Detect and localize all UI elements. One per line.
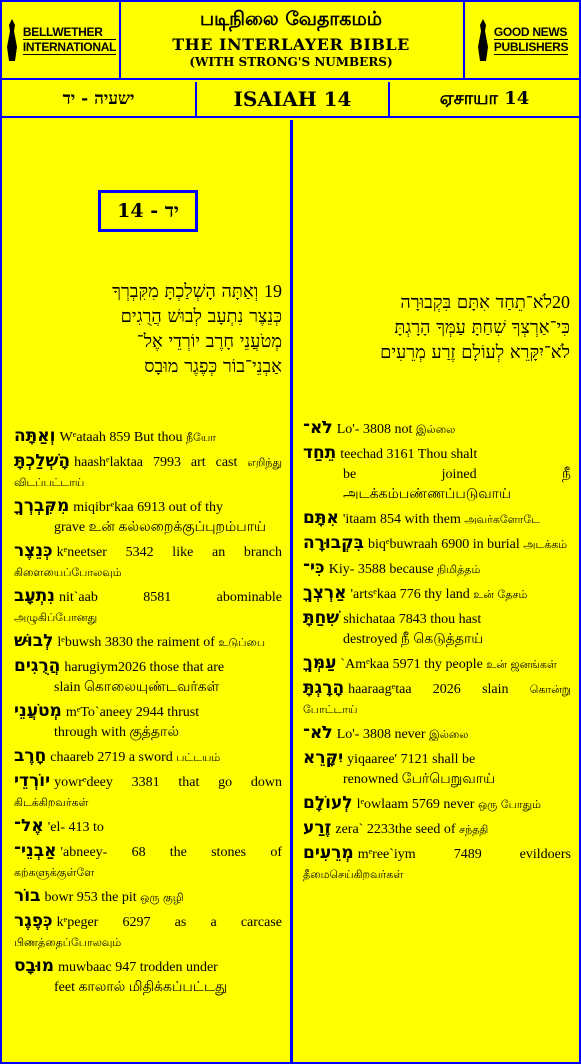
bellwether-logo-line2: INTERNATIONAL: [22, 40, 117, 54]
hebrew-word: וְאַתָּה: [14, 426, 56, 446]
tamil-gloss: பட்டயம்: [176, 751, 221, 764]
hebrew-word: תֵחַד: [303, 443, 337, 463]
gloss-continuation: feet காலால் மிதிக்கப்பட்டது: [54, 980, 228, 995]
hebrew-word: הָרָגְתָּ: [303, 678, 345, 698]
transliteration-gloss: miqibrᵉkaa 6913 out of thy: [73, 500, 224, 515]
hebrew-word: בוֹר: [14, 886, 41, 906]
transliteration-gloss: kᵉneetser 5342 like an branch: [56, 545, 282, 560]
tamil-gloss: அழுகிப்போனது: [14, 611, 98, 624]
word-entry: [14, 771, 282, 813]
word-entry: [303, 443, 571, 505]
gloss-continuation: be joined நீ அடக்கம்பண்ணப்படுவாய்: [343, 467, 571, 502]
transliteration-gloss: zera` 2233the seed of: [335, 822, 456, 837]
hebrew-word: מִקִּבְרְךָ: [14, 496, 70, 516]
good-news-figure-icon: [476, 17, 490, 63]
transliteration-gloss: bowr 953 the pit: [44, 890, 137, 905]
word-entry: [303, 678, 571, 720]
tamil-gloss: கற்களுக்குள்ளே: [14, 866, 95, 879]
verse-line: מְטֹעֲנֵי חָרֶב יוֹרְדֵי אֶל־: [136, 331, 282, 352]
verse-line: 19 וְאַתָּה הָשְׁלַכְתָּ מִקִּבְרְךָ: [112, 281, 282, 302]
gloss-continuation: destroyed நீ கெடுத்தாய்: [343, 632, 484, 647]
word-entry: [14, 956, 282, 998]
word-entry: [14, 841, 282, 883]
transliteration-gloss: muwbaac 947 trodden under: [58, 960, 218, 975]
hebrew-word: מְרֵעִים: [303, 843, 354, 863]
tamil-gloss: கொன்று போட்டாய்: [303, 683, 571, 716]
word-entry: [14, 886, 282, 908]
tamil-gloss: சந்ததி: [458, 823, 489, 836]
word-entry: [14, 816, 282, 838]
hebrew-word: כְּפֶגֶר: [14, 911, 53, 931]
tamil-gloss: இல்லை: [415, 423, 456, 436]
verse-line: 20לֹא־תֵחַד אִתָּם בִּקְבוּרָה: [400, 292, 570, 313]
transliteration-gloss: lᵉowlaam 5769 never: [356, 797, 475, 812]
bellwether-logo-line1: BELLWETHER: [23, 25, 116, 40]
tamil-gloss: உன் ஜனங்கள்: [486, 658, 557, 671]
word-entry: [14, 656, 282, 698]
transliteration-gloss: Wᵉataah 859 But thou: [59, 430, 183, 445]
transliteration-gloss: `Amᵉkaa 5971 thy people: [340, 657, 483, 672]
hebrew-word: יוֹרְדֵי: [14, 771, 51, 791]
word-entry: [303, 533, 571, 555]
transliteration-gloss: kᵉpeger 6297 as a carcase: [56, 915, 282, 930]
tamil-gloss: இல்லை: [429, 728, 469, 741]
gloss-continuation: through with குத்தால்: [54, 725, 179, 740]
gloss-continuation: grave உன் கல்லறைக்குப்புறம்பாய்: [54, 520, 267, 535]
transliteration-gloss: teechad 3161 Thou shalt: [340, 447, 478, 462]
word-entry: [303, 508, 571, 530]
hebrew-word: בִּקְבוּרָה: [303, 533, 365, 553]
word-entry: [303, 558, 571, 580]
hebrew-word: מְטֹעֲנֵי: [14, 701, 62, 721]
transliteration-gloss: yowrᵉdeey 3381 that go down: [54, 775, 282, 790]
tamil-gloss: ஒரு போதும்: [477, 798, 542, 811]
tamil-gloss: ஒரு குழி: [140, 891, 184, 904]
hebrew-word: לֹא־: [303, 723, 333, 743]
transliteration-gloss: haaraagᵉtaa 2026 slain: [348, 682, 509, 697]
gloss-continuation: slain கொலையுண்டவர்கள்: [54, 680, 220, 695]
hebrew-word: נִתְעָב: [14, 586, 55, 606]
tamil-gloss: உன் தேசம்: [473, 588, 528, 601]
hebrew-word: עַמְּךָ: [303, 653, 337, 673]
tamil-gloss: பிணத்தைப்போலவும்: [14, 936, 122, 949]
chapter-box: יד - 14: [98, 190, 198, 232]
tamil-gloss: தீமைசெய்கிறவர்கள்: [303, 868, 404, 881]
hebrew-word: שִׁחַתָּ: [303, 608, 340, 628]
word-entry: [14, 701, 282, 743]
tamil-gloss: கிடக்கிறவர்கள்: [14, 796, 89, 809]
transliteration-gloss: Lo'- 3808 not: [336, 422, 413, 437]
column-divider: [290, 120, 293, 1062]
hebrew-word: זֶרַע: [303, 818, 332, 838]
word-entry: [303, 843, 571, 885]
hebrew-word: אַרְצְךָ: [303, 583, 347, 603]
divider: [2, 116, 579, 118]
hebrew-word: לֹא־: [303, 418, 333, 438]
transliteration-gloss: mᵉree`iym 7489 evildoers: [357, 847, 571, 862]
verse-20-hebrew: [298, 290, 570, 365]
bellwether-logo: [2, 2, 121, 78]
good-news-logo-line2: PUBLISHERS: [493, 40, 569, 54]
hebrew-word: הֲרֻגִים: [14, 656, 61, 676]
word-entry: [303, 583, 571, 605]
word-entry: [14, 451, 282, 493]
word-entry: [303, 748, 571, 790]
word-entry: [303, 653, 571, 675]
word-entry: [303, 793, 571, 815]
title-english: THE INTERLAYER BIBLE: [172, 35, 410, 54]
verse-number: 19: [264, 281, 282, 301]
word-entry: [14, 911, 282, 953]
word-entry: [14, 496, 282, 538]
hebrew-word: לְעוֹלָם: [303, 793, 353, 813]
subtitle: (WITH STRONG'S NUMBERS): [189, 55, 393, 69]
transliteration-gloss: nit`aab 8581 abominable: [58, 590, 282, 605]
hebrew-word: אַבְנֵי־: [14, 841, 57, 861]
tamil-gloss: அடக்கம்: [523, 538, 568, 551]
transliteration-gloss: 'itaam 854 with them: [342, 512, 461, 527]
verse-line: כִּי־אַרְצְךָ שִׁחַתָּ עַמְּךָ הָרָגְתָּ: [394, 317, 570, 338]
tamil-book-label: ஏசாயா 14: [439, 87, 530, 109]
transliteration-gloss: haashᵉlaktaa 7993 art cast: [74, 455, 238, 470]
hebrew-word: אֶל־: [14, 816, 44, 836]
word-entry: [303, 723, 571, 745]
tamil-gloss: அவர்களோடே: [464, 513, 540, 526]
tamil-gloss: நிமித்தம்: [437, 563, 481, 576]
title-block: [121, 2, 461, 78]
left-word-list: [14, 426, 282, 1001]
tamil-gloss: கிளையைப்போலவும்: [14, 566, 122, 579]
hebrew-word: חָרֶב: [14, 746, 47, 766]
hebrew-book-label: ישעיה - יד: [2, 82, 197, 116]
word-entry: [14, 631, 282, 653]
transliteration-gloss: 'el- 413 to: [47, 820, 104, 835]
transliteration-gloss: biqᵉbuwraah 6900 in burial: [368, 537, 520, 552]
transliteration-gloss: lᵉbuwsh 3830 the raiment of: [57, 635, 215, 650]
tamil-gloss: உடுப்பை: [218, 636, 266, 649]
hebrew-word: כִּי־: [303, 558, 325, 578]
divider: [2, 78, 579, 80]
right-word-list: [303, 418, 571, 888]
transliteration-gloss: yiqaaree' 7121 shall be: [347, 752, 476, 767]
verse-line: כְּנֵצֶר נִתְעָב לְבוּשׁ הֲרֻגִים: [120, 306, 282, 327]
transliteration-gloss: Lo'- 3808 never: [336, 727, 426, 742]
word-entry: [14, 746, 282, 768]
transliteration-gloss: shichataa 7843 thou hast: [343, 612, 482, 627]
word-entry: [303, 418, 571, 440]
tamil-gloss: நீயோ: [185, 431, 217, 444]
transliteration-gloss: Kiy- 3588 because: [328, 562, 434, 577]
english-book-label: ISAIAH 14: [197, 82, 390, 116]
word-entry: [14, 426, 282, 448]
verse-19-hebrew: [12, 279, 282, 379]
gloss-continuation: renowned பேர்பெறுவாய்: [343, 772, 496, 787]
word-entry: [14, 586, 282, 628]
hebrew-word: הָשְׁלַכְתָּ: [14, 451, 71, 471]
word-entry: [303, 608, 571, 650]
transliteration-gloss: chaareb 2719 a sword: [50, 750, 173, 765]
transliteration-gloss: harugiym2026 those that are: [64, 660, 225, 675]
header: [2, 2, 579, 80]
word-entry: [303, 818, 571, 840]
transliteration-gloss: mᵉTo`aneey 2944 thrust: [65, 705, 200, 720]
verse-line: לֹא־יִקָּרֵא לְעוֹלָם זֶרַע מְרֵעִים: [380, 342, 570, 363]
good-news-logo-line1: GOOD NEWS: [493, 25, 568, 39]
transliteration-gloss: 'abneey- 68 the stones of: [60, 845, 282, 860]
transliteration-gloss: 'artsᵉkaa 776 thy land: [350, 587, 470, 602]
word-entry: [14, 541, 282, 583]
verse-line: אַבְנֵי־בוֹר כְּפֶגֶר מוּבָס: [144, 356, 282, 377]
verse-number: 20: [552, 292, 570, 312]
good-news-logo: [463, 2, 579, 78]
hebrew-word: כְּנֵצֶר: [14, 541, 53, 561]
title-tamil: படிநிலை வேதாகமம்: [199, 8, 383, 30]
bellwether-figure-icon: [5, 17, 19, 63]
hebrew-word: לְבוּשׁ: [14, 631, 54, 651]
hebrew-word: מוּבָס: [14, 956, 55, 976]
tamil-gloss: எறிந்து விடப்பட்டாய்: [14, 456, 282, 489]
hebrew-word: אִתָּם: [303, 508, 339, 528]
hebrew-word: יִקָּרֵא: [303, 748, 344, 768]
